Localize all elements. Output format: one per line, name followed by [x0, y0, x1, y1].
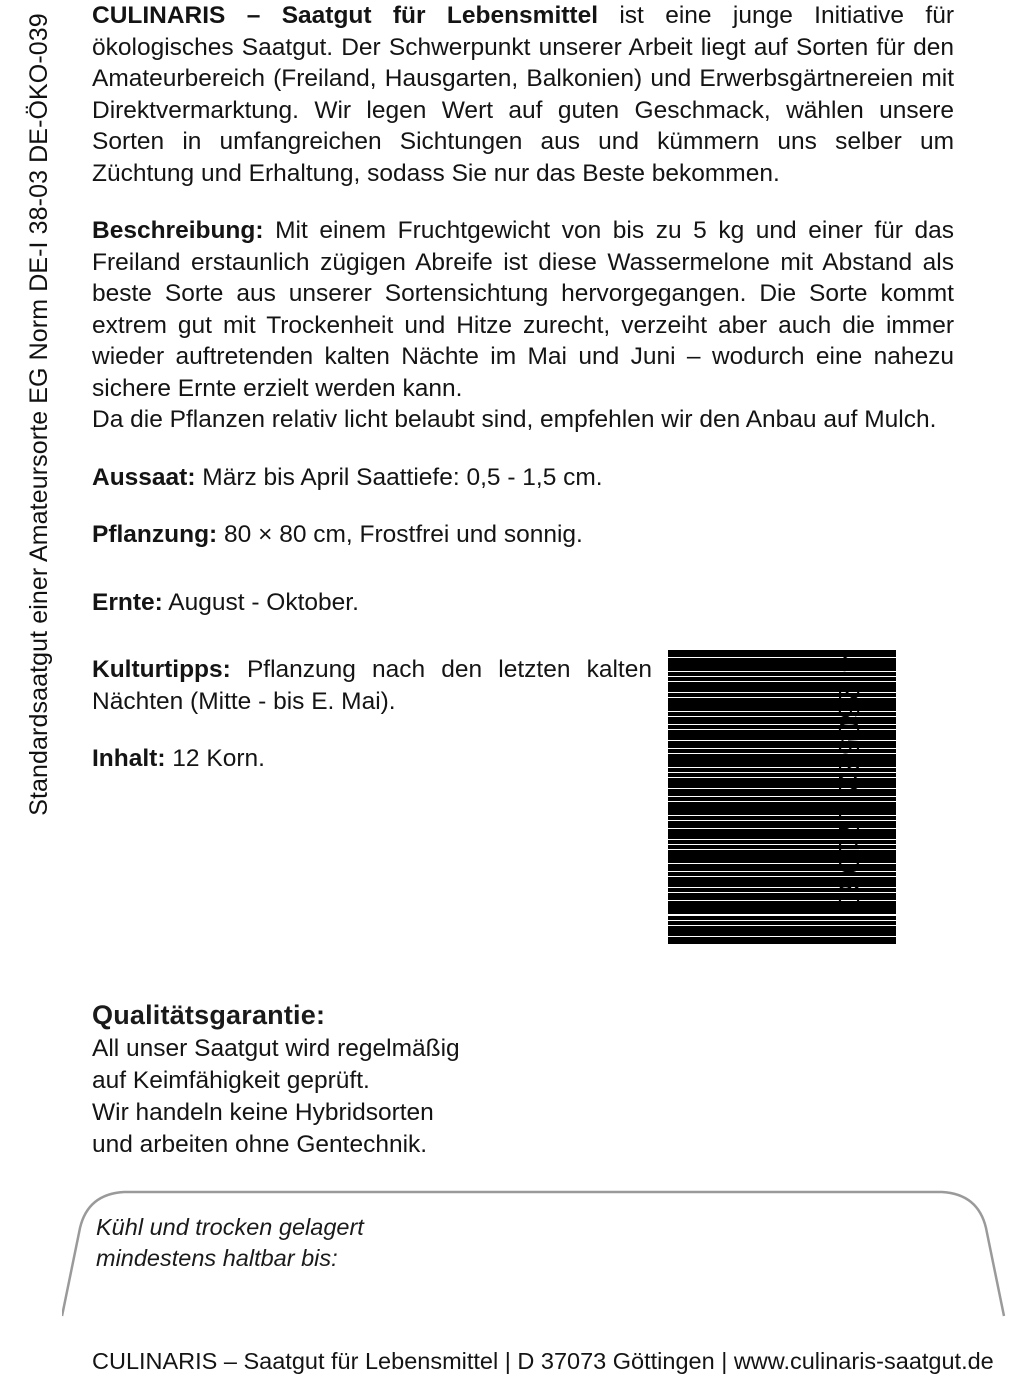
section-kulturtipps-label: Kulturtipps:	[92, 656, 231, 683]
section-inhalt-label: Inhalt:	[92, 745, 166, 772]
section-beschreibung	[92, 215, 954, 404]
quality-guarantee	[92, 1000, 692, 1161]
section-aussaat	[92, 462, 954, 494]
intro-text: ist eine junge Initiative für ökologisches Saatgut. Der Schwerpunkt unserer Arbeit liegt auf Sorten für den Amateurbereich (Freiland, Hausgarten, Balkonien) und Erwerbsgärtnereien mit Direktvermarktung. Wir legen Wert auf guten Geschmack, wählen unsere Sorten in umfangreichen Sichtungen aus und kümmern uns selber um Züchtung und Erhaltung, sodass Sie nur das Beste bekommen.	[92, 2, 954, 187]
certification-side-label-text: Standardsaatgut einer Amateursorte EG Norm DE-I 38-03 DE-ÖKO-039	[24, 13, 53, 816]
section-pflanzung-text: 80 × 80 cm, Frostfrei und sonnig.	[217, 521, 583, 548]
section-pflanzung	[92, 519, 954, 551]
footer-imprint: CULINARIS – Saatgut für Lebensmittel | D 37073 Göttingen | www.culinaris-saatgut.de	[92, 1348, 994, 1374]
section-inhalt-text: 12 Korn.	[165, 745, 265, 772]
section-aussaat-label: Aussaat:	[92, 463, 196, 491]
quality-guarantee-title: Qualitätsgarantie:	[92, 1000, 326, 1030]
section-kulturtipps	[92, 654, 652, 717]
section-beschreibung-text: Mit einem Fruchtgewicht von bis zu 5 kg und einer für das Freiland erstaunlich zügigen Abreife ist diese Wassermelone mit Abstand als beste Sorte aus unserer Sortensichtung hervorgegangen. Die Sorte kommt extrem gut mit Trockenheit und Hitze zurecht, verzeiht aber auch die immer wieder auftretenden kalten Nächte im Mai und Juni – wodurch eine nahezu sichere Ernte erzielt werden kann.	[92, 217, 954, 402]
barcode	[668, 650, 928, 980]
barcode-number: 4 260522 171060	[832, 656, 864, 912]
best-before-line-1: Kühl und trocken gelagert	[96, 1214, 364, 1240]
brand-name: CULINARIS – Saatgut für Lebensmittel	[92, 2, 599, 29]
quality-guarantee-line-3: Wir handeln keine Hybridsorten	[92, 1099, 434, 1126]
quality-guarantee-line-4: und arbeiten ohne Gentechnik.	[92, 1131, 428, 1158]
intro-paragraph	[92, 0, 954, 189]
certification-side-label	[0, 0, 78, 960]
section-beschreibung-label: Beschreibung:	[92, 217, 264, 244]
quality-guarantee-line-1: All unser Saatgut wird regelmäßig	[92, 1035, 460, 1062]
section-kulturtipps-text: Pflanzung nach den letzten kalten Nächten (Mitte - bis E. Mai).	[92, 656, 652, 715]
section-beschreibung-extra: Da die Pflanzen relativ licht belaubt sind, empfehlen wir den Anbau auf Mulch.	[92, 406, 937, 433]
section-aussaat-text: März bis April Saattiefe: 0,5 - 1,5 cm.	[195, 463, 603, 491]
section-ernte	[92, 587, 954, 619]
best-before-line-2: mindestens haltbar bis:	[96, 1245, 338, 1271]
best-before-box	[62, 1188, 1024, 1310]
section-ernte-label: Ernte:	[92, 588, 163, 616]
quality-guarantee-line-2: auf Keimfähigkeit geprüft.	[92, 1067, 370, 1094]
section-ernte-text: August - Oktober.	[162, 588, 359, 616]
section-pflanzung-label: Pflanzung:	[92, 521, 218, 548]
best-before-text	[96, 1212, 364, 1274]
